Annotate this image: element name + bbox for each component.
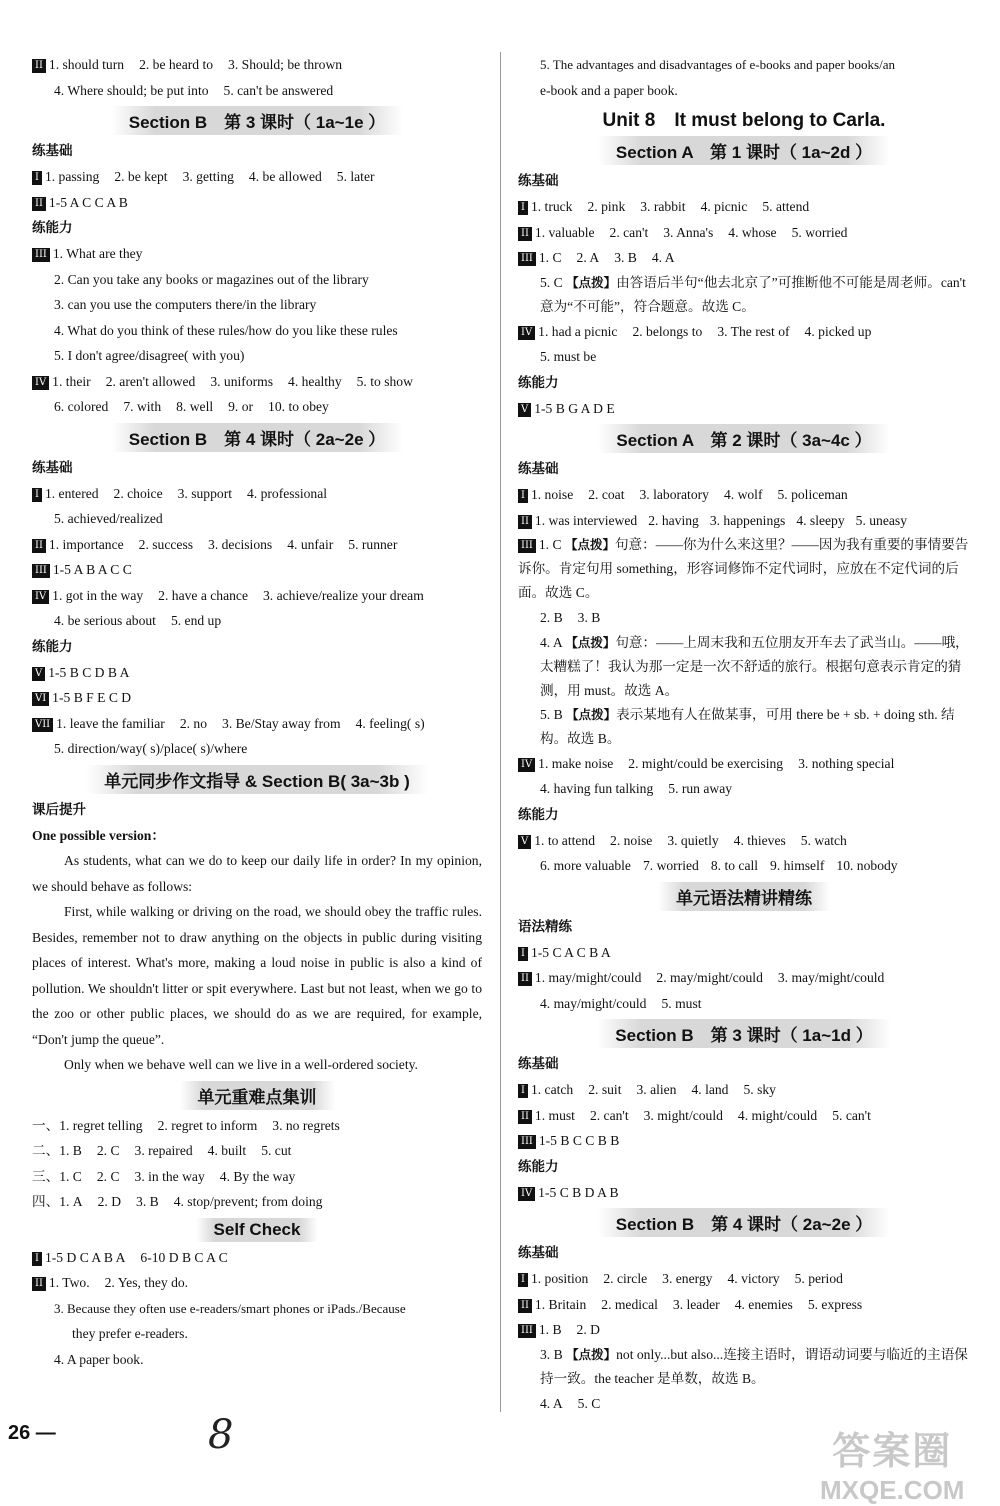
answer-row: II 1-5 A C C A B bbox=[32, 190, 482, 216]
subsection-title: 练基础 bbox=[518, 461, 559, 477]
answer: 5. can't be answered bbox=[223, 82, 334, 98]
exercise-number: I bbox=[32, 171, 42, 185]
answer-row: 5. direction/way( s)/place( s)/where bbox=[54, 741, 248, 756]
subsection-title: 语法精练 bbox=[518, 918, 572, 935]
answer-row: I 1. position 2. circle 3. energy 4. victory 5. period bbox=[518, 1266, 970, 1292]
section-header: Section B 第 4 课时（ 2a~2e ） bbox=[32, 423, 482, 452]
section-header: Self Check bbox=[32, 1218, 482, 1242]
answer-row: V 1-5 B C D B A bbox=[32, 660, 482, 686]
exercise-number: IV bbox=[32, 376, 49, 390]
subsection-title: 练能力 bbox=[32, 220, 73, 236]
answer-row: 2. Can you take any books or magazines out of the library bbox=[54, 271, 369, 287]
explanation: 4. A 【点拨】句意：——上周末我和五位朋友开车去了武当山。——哦，太糟糕了！我认为那一定是一次不舒适的旅行。根据句意表示肯定的猜测，用 must。故选 A。 bbox=[540, 634, 969, 698]
subsection-title: 练能力 bbox=[518, 806, 559, 823]
answer-row: they prefer e-readers. bbox=[72, 1326, 188, 1341]
answer-row: 6. more valuable 7. worried 8. to call 9. himself 10. nobody bbox=[540, 858, 898, 873]
watermark-logo: 答案圈 bbox=[832, 1431, 953, 1473]
answer-row bbox=[32, 78, 482, 104]
answer-row: 二、1. B 2. C 3. repaired 4. built 5. cut bbox=[32, 1143, 292, 1158]
page-number: 26 — bbox=[8, 1422, 56, 1444]
explanation: 3. B 【点拨】not only...but also...连接主语时，谓语动词要与临近的主语保持一致。the teacher 是单数，故选 B。 bbox=[540, 1346, 968, 1386]
subsection-title: 练基础 bbox=[518, 1245, 559, 1261]
exercise-number: VI bbox=[32, 692, 49, 706]
section-header: 单元同步作文指导 & Section B( 3a~3b ) bbox=[32, 765, 482, 794]
answer-row: 5. must be bbox=[540, 349, 597, 364]
subsection-title: 练基础 bbox=[32, 459, 73, 476]
answer-row: IV 1. got in the way 2. have a chance 3. achieve/realize your dream bbox=[32, 583, 482, 609]
answer-row: II 1. importance 2. success 3. decisions 4. unfair 5. runner bbox=[32, 532, 482, 558]
answer-row: 4. having fun talking 5. run away bbox=[540, 781, 733, 796]
answer-row: 5. I don't agree/disagree( with you) bbox=[54, 348, 245, 363]
answer-row: IV 1. had a picnic 2. belongs to 3. The rest of 4. picked up bbox=[518, 319, 970, 345]
answer-row: V 1. to attend 2. noise 3. quietly 4. thieves 5. watch bbox=[518, 828, 970, 854]
answer-row: 四、1. A 2. D 3. B 4. stop/prevent; from doing bbox=[32, 1194, 323, 1209]
answer-row: II 1. Britain 2. medical 3. leader 4. enemies 5. express bbox=[518, 1292, 970, 1318]
exercise-number: V bbox=[32, 667, 45, 681]
exercise-number: III bbox=[32, 248, 50, 262]
section-header: Section A 第 2 课时（ 3a~4c ） bbox=[518, 424, 970, 453]
essay-paragraph: First, while walking or driving on the road, we should obey the traffic rules. Besides, remember not to draw anything on the objects in public during visiting places of interest. What's more, making a loud noise in public is also a kind of pollution. We shouldn't litter or spit everywhere. Last but not least, when we go to the zoo or other public places, we should do as we are required, for example, “Don't jump the queue”. bbox=[32, 904, 482, 1047]
subsection-title: 练基础 bbox=[32, 143, 73, 159]
section-header: Section B 第 4 课时（ 2a~2e ） bbox=[518, 1208, 970, 1237]
answer-row: 三、1. C 2. C 3. in the way 4. By the way bbox=[32, 1168, 296, 1184]
answer-row: 3. Because they often use e-readers/smart phones or iPads./Because bbox=[54, 1300, 406, 1316]
answer-row: 5. achieved/realized bbox=[54, 511, 163, 526]
subsection-title: 课后提升 bbox=[32, 801, 86, 818]
explanation: 5. B 【点拨】表示某地有人在做某事，可用 there be + sb. + doing sth. 结构。故选 B。 bbox=[540, 706, 955, 746]
answer-row: I 1. noise 2. coat 3. laboratory 4. wolf 5. policeman bbox=[518, 482, 970, 508]
answer-row: II 1. may/might/could 2. may/might/could 3. may/might/could bbox=[518, 965, 970, 991]
answer-row: I 1-5 C A C B A bbox=[518, 940, 970, 966]
essay-label: One possible version： bbox=[32, 827, 165, 843]
answer-row: I 1. passing 2. be kept 3. getting 4. be allowed 5. later bbox=[32, 164, 482, 190]
answer-row: 3. can you use the computers there/in the library bbox=[54, 297, 317, 312]
answer: 3. Should; be thrown bbox=[228, 57, 343, 72]
answer-row: II 1. was interviewed 2. having 3. happenings 4. sleepy 5. uneasy bbox=[518, 508, 970, 534]
section-header: Section A 第 1 课时（ 1a~2d ） bbox=[518, 136, 970, 165]
exercise-number: II bbox=[32, 539, 46, 553]
answer-row: VI 1-5 B F E C D bbox=[32, 685, 482, 711]
answer-row: 4. A paper book. bbox=[54, 1351, 144, 1367]
answer-row: 2. B 3. B bbox=[540, 610, 601, 625]
exercise-number: I bbox=[32, 488, 42, 502]
answer-row: 4. A 5. C bbox=[540, 1395, 601, 1411]
section-header: Section B 第 3 课时（ 1a~1d ） bbox=[518, 1019, 970, 1048]
watermark-url: MXQE.COM bbox=[820, 1475, 965, 1505]
answer-row: II 1. valuable 2. can't 3. Anna's 4. whose 5. worried bbox=[518, 220, 970, 246]
essay-paragraph: As students, what can we do to keep our daily life in order? In my opinion, we should behave as follows: bbox=[32, 853, 482, 894]
explanation: III 1. C 【点拨】句意：——你为什么来这里？——因为我有重要的事情要告诉你。肯定句用 something，形容词修饰不定代词时，应放在不定代词的后面。故选 C。 bbox=[518, 537, 969, 600]
exercise-number: II bbox=[32, 1277, 46, 1291]
section-header: Section B 第 3 课时（ 1a~1e ） bbox=[32, 106, 482, 135]
answer-row: 4. What do you think of these rules/how do you like these rules bbox=[54, 322, 398, 338]
exercise-number: II bbox=[32, 59, 46, 73]
handwritten-mark: 8 bbox=[208, 1412, 234, 1458]
answer-row: IV 1. their 2. aren't allowed 3. uniforms 4. healthy 5. to show bbox=[32, 369, 482, 395]
subsection-title: 练能力 bbox=[32, 638, 73, 655]
answer-row: II 1. Two. 2. Yes, they do. bbox=[32, 1270, 482, 1296]
answer-row: 一、1. regret telling 2. regret to inform 3. no regrets bbox=[32, 1117, 340, 1133]
answer-row: V 1-5 B G A D E bbox=[518, 396, 970, 422]
answer-row bbox=[32, 52, 482, 78]
answer-row: VII 1. leave the familiar 2. no 3. Be/Stay away from 4. feeling( s) bbox=[32, 711, 482, 737]
subsection-title: 练能力 bbox=[518, 1158, 559, 1175]
exercise-number: IV bbox=[32, 590, 49, 604]
answer-row: III 1. What are they bbox=[32, 241, 482, 267]
answer-row: III 1. B 2. D bbox=[518, 1317, 970, 1343]
exercise-number: III bbox=[32, 564, 50, 578]
answer: 4. Where should; be put into bbox=[54, 82, 209, 98]
right-column bbox=[518, 52, 970, 1416]
section-header: 单元语法精讲精练 bbox=[518, 882, 970, 911]
exercise-number: VII bbox=[32, 718, 53, 732]
answer-row: II 1. must 2. can't 3. might/could 4. might/could 5. can't bbox=[518, 1103, 970, 1129]
answer-row: e-book and a paper book. bbox=[540, 82, 678, 98]
answer-row: 4. may/might/could 5. must bbox=[540, 995, 702, 1011]
answer-row: 5. The advantages and disadvantages of e-books and paper books/an bbox=[540, 57, 895, 72]
answer-row: 4. be serious about 5. end up bbox=[54, 613, 222, 628]
essay-paragraph: Only when we behave well can we live in a well-ordered society. bbox=[64, 1057, 418, 1072]
unit-title: Unit 8 It must belong to Carla. bbox=[602, 110, 886, 131]
subsection-title: 练基础 bbox=[518, 1056, 559, 1072]
answer: 1. should turn bbox=[48, 57, 125, 72]
left-column bbox=[32, 52, 482, 1372]
subsection-title: 练基础 bbox=[518, 173, 559, 189]
answer-row: I 1. catch 2. suit 3. alien 4. land 5. sky bbox=[518, 1077, 970, 1103]
exercise-number: II bbox=[32, 197, 46, 211]
answer-row: I 1. truck 2. pink 3. rabbit 4. picnic 5. attend bbox=[518, 194, 970, 220]
explanation: 5. C 【点拨】由答语后半句“他去北京了”可推断他不可能是周老师。can't 意为“不可能”，符合题意。故选 C。 bbox=[540, 274, 966, 314]
watermark bbox=[820, 1420, 964, 1506]
answer-row: III 1-5 B C C B B bbox=[518, 1128, 970, 1154]
answer: 2. be heard to bbox=[139, 57, 214, 72]
column-divider bbox=[500, 52, 501, 1412]
answer-row: I 1. entered 2. choice 3. support 4. professional bbox=[32, 481, 482, 507]
answer-row: III 1-5 A B A C C bbox=[32, 557, 482, 583]
exercise-number: I bbox=[32, 1252, 42, 1266]
answer-row: IV 1-5 C B D A B bbox=[518, 1180, 970, 1206]
answer-row: IV 1. make noise 2. might/could be exercising 3. nothing special bbox=[518, 751, 970, 777]
answer-row: I 1-5 D C A B A 6-10 D B C A C bbox=[32, 1245, 482, 1271]
answer-row: 6. colored 7. with 8. well 9. or 10. to obey bbox=[54, 399, 329, 414]
section-header: 单元重难点集训 bbox=[32, 1081, 482, 1110]
answer-row: III 1. C 2. A 3. B 4. A bbox=[518, 245, 970, 271]
subsection-title: 练能力 bbox=[518, 374, 559, 391]
